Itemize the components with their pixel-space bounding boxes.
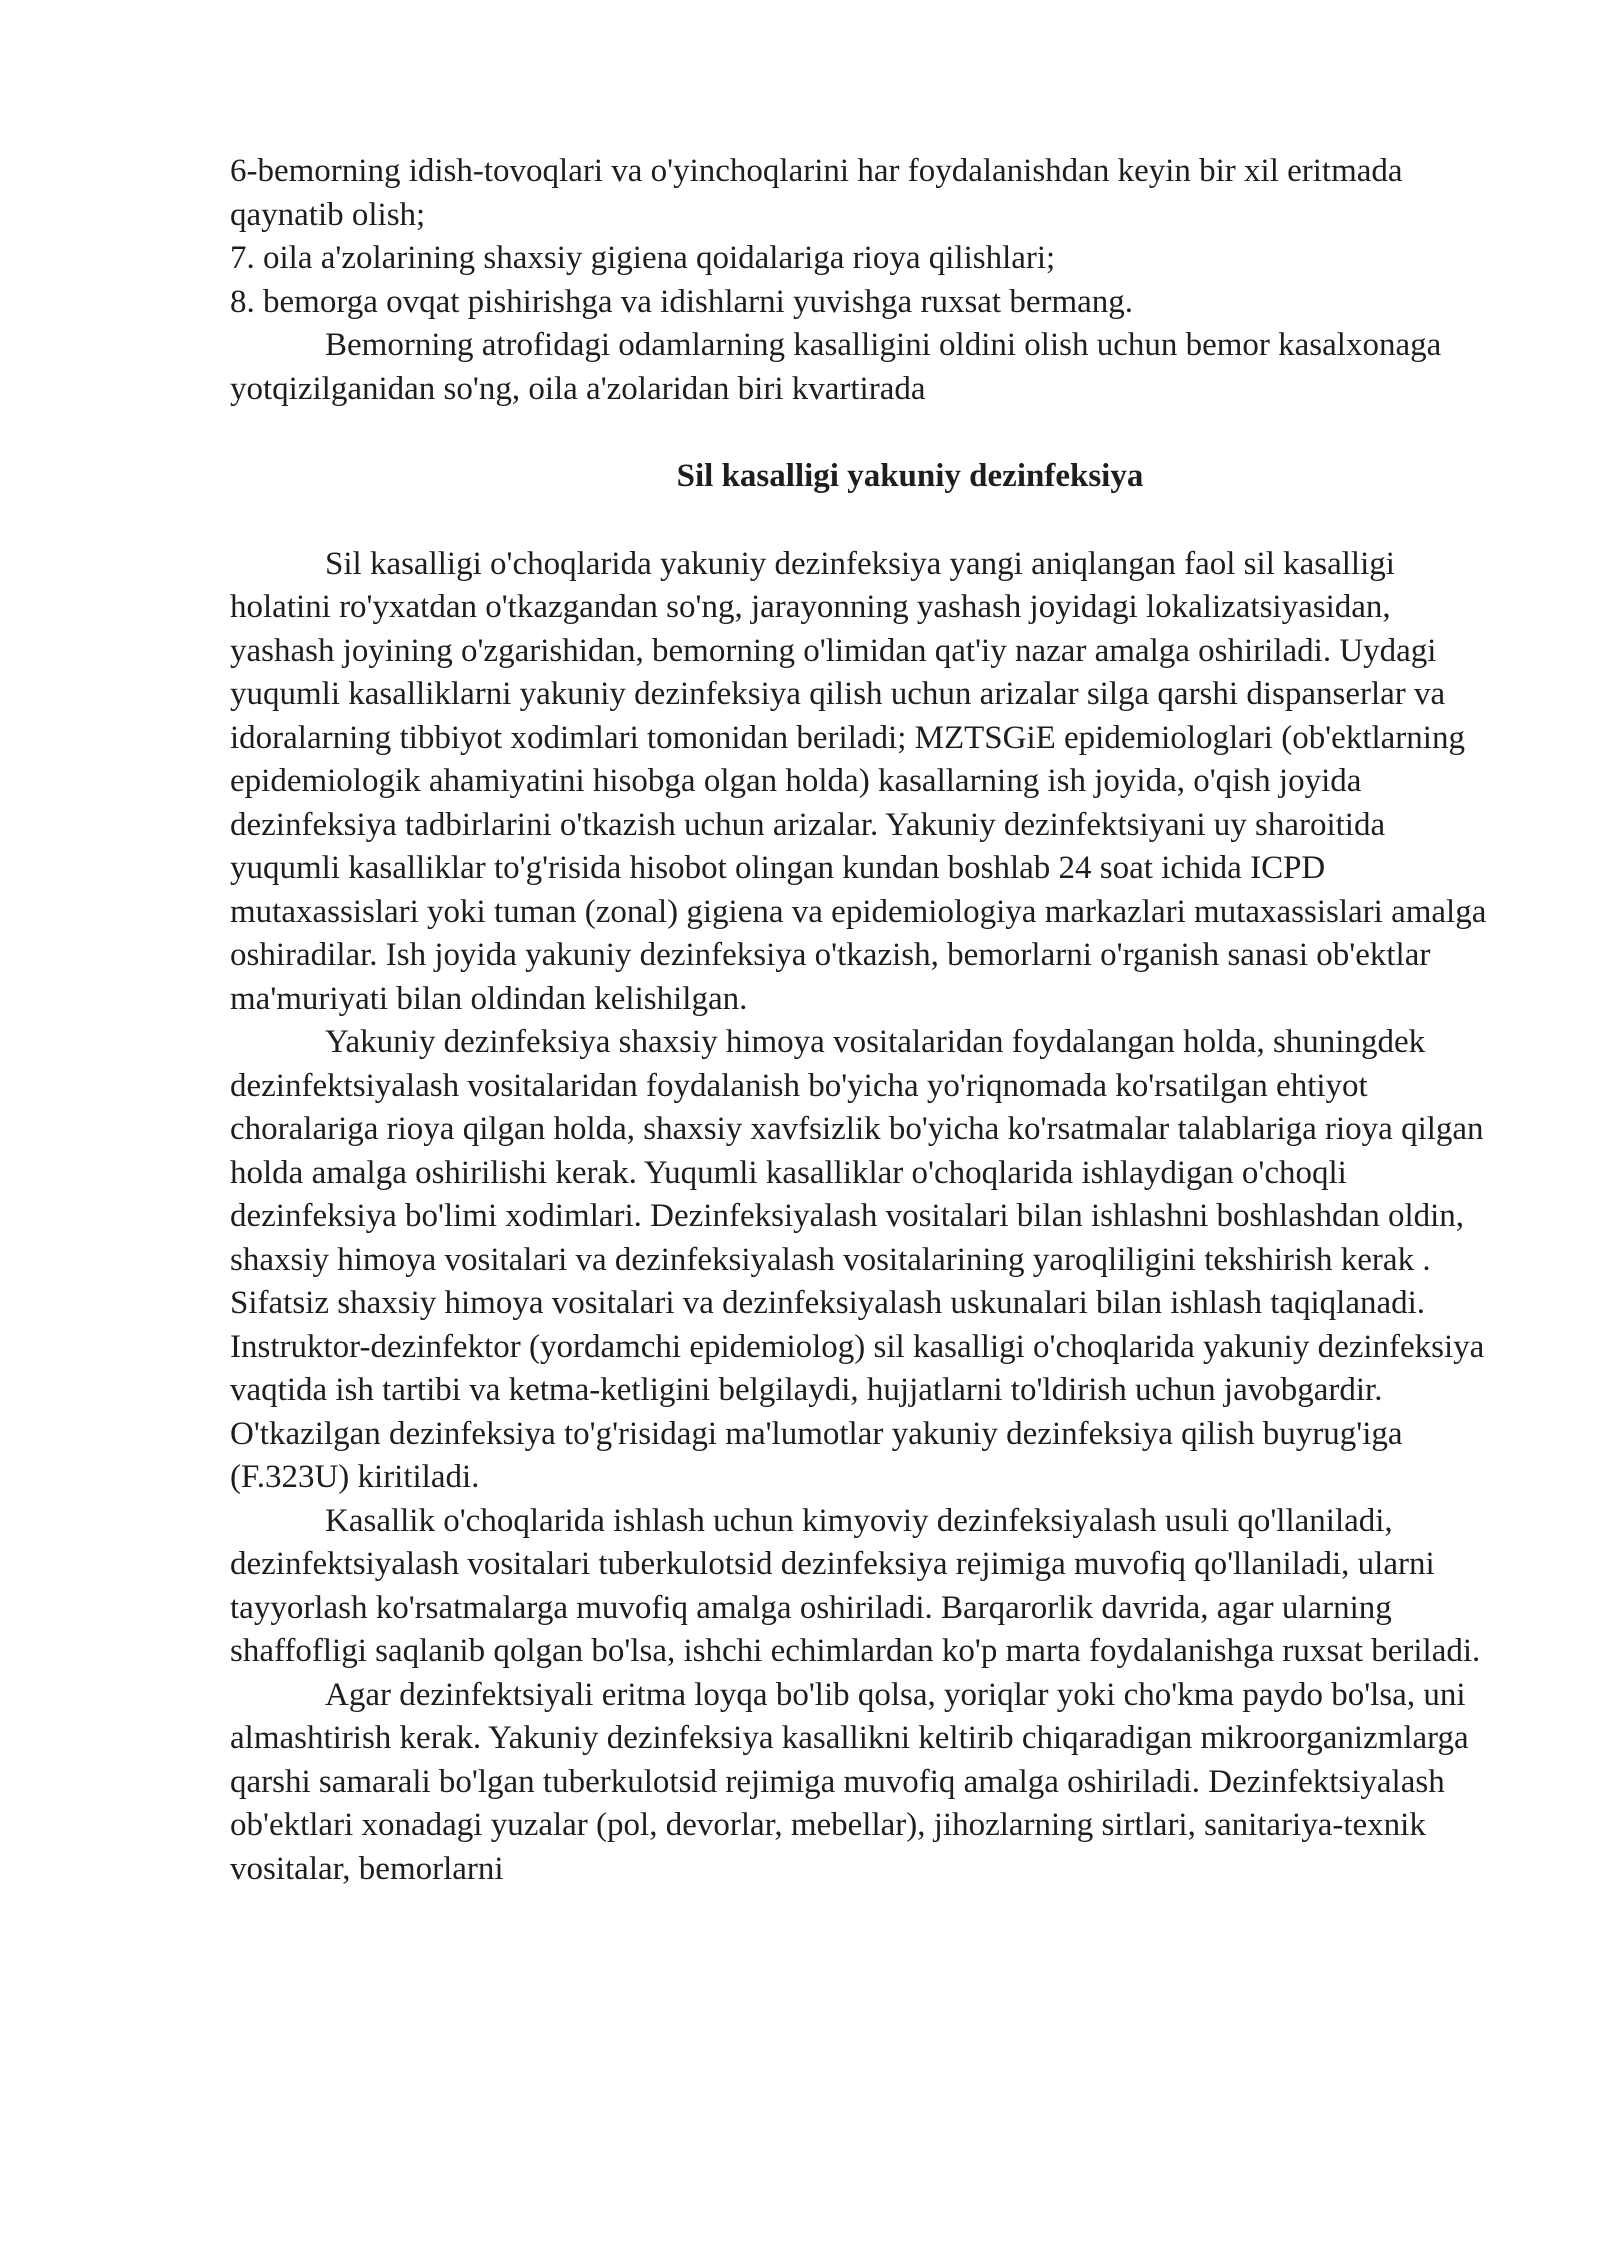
body-paragraph-1: Sil kasalligi o'choqlarida yakuniy dezinfeksiya yangi aniqlangan faol sil kasalligi holatini ro'yxatdan o'tkazgandan so'ng, jarayonning yashash joyidagi lokalizatsiyasidan, yashash joyining o'zgarishidan, bemorning o'limidan qat'iy nazar amalga oshiriladi. Uydagi yuqumli kasalliklarni yakuniy dezinfeksiya qilish uchun arizalar silga qarshi dispanserlar va idoralarning tibbiyot xodimlari tomonidan beriladi; MZTSGiE epidemiologlari (ob'ektlarning epidemiologik ahamiyatini hisobga olgan holda) kasallarning ish joyida, o'qish joyida dezinfeksiya tadbirlarini o'tkazish uchun arizalar. Yakuniy dezinfektsiyani uy sharoitida yuqumli kasalliklar to'g'risida hisobot olingan kundan boshlab 24 soat ichida ICPD mutaxassislari yoki tuman (zonal) gigiena va epidemiologiya markazlari mutaxassislari amalga oshiradilar. Ish joyida yakuniy dezinfeksiya o'tkazish, bemorlarni o'rganish sanasi ob'ektlar ma'muriyati bilan oldindan kelishilgan. [230,545,1487,1017]
body-paragraph-4: Agar dezinfektsiyali eritma loyqa bo'lib qolsa, yoriqlar yoki cho'kma paydo bo'lsa, uni almashtirish kerak. Yakuniy dezinfeksiya kasallikni keltirib chiqaradigan mikroorganizmlarga qarshi samarali bo'lgan tuberkulotsid rejimiga muvofiq amalga oshiriladi. Dezinfektsiyalash ob'ektlari xonadagi yuzalar (pol, devorlar, mebellar), jihozlarning sirtlari, sanitariya-texnik vositalar, bemorlarni [230,1676,1469,1887]
document-body [230,150,1500,1891]
body-paragraph-3: Kasallik o'choqlarida ishlash uchun kimyoviy dezinfeksiyalash usuli qo'llaniladi, dezinfektsiyalash vositalari tuberkulotsid dezinfeksiya rejimiga muvofiq qo'llaniladi, ularni tayyorlash ko'rsatmalarga muvofiq amalga oshiriladi. Barqarorlik davrida, agar ularning shaffofligi saqlanib qolgan bo'lsa, ishchi echimlardan ko'p marta foydalanishga ruxsat beriladi. [230,1502,1481,1669]
body-paragraph-2: Yakuniy dezinfeksiya shaxsiy himoya vositalaridan foydalangan holda, shuningdek dezinfektsiyalash vositalaridan foydalanish bo'yicha yo'riqnomada ko'rsatilgan ehtiyot choralariga rioya qilgan holda, shaxsiy xavfsizlik bo'yicha ko'rsatmalar talablariga rioya qilgan holda amalga oshirilishi kerak. Yuqumli kasalliklar o'choqlarida ishlaydigan o'choqli dezinfeksiya bo'limi xodimlari. Dezinfeksiyalash vositalari bilan ishlashni boshlashdan oldin, shaxsiy himoya vositalari va dezinfeksiyalash vositalarining yaroqliligini tekshirish kerak . Sifatsiz shaxsiy himoya vositalari va dezinfeksiyalash uskunalari bilan ishlash taqiqlanadi. Instruktor-dezinfektor (yordamchi epidemiolog) sil kasalligi o'choqlarida yakuniy dezinfeksiya vaqtida ish tartibi va ketma-ketligini belgilaydi, hujjatlarni to'ldirish uchun javobgardir. O'tkazilgan dezinfeksiya to'g'risidagi ma'lumotlar yakuniy dezinfeksiya qilish buyrug'iga (F.323U) kiritiladi. [230,1024,1485,1495]
list-item-6: 6-bemorning idish-tovoqlari va o'yinchoqlarini har foydalanishdan keyin bir xil eritmada qaynatib olish; [230,153,1403,233]
intro-paragraph: Bemorning atrofidagi odamlarning kasalligini oldini olish uchun bemor kasalxonaga yotqizilganidan so'ng, oila a'zolaridan biri kvartirada [230,327,1442,407]
list-item-7: 7. oila a'zolarining shaxsiy gigiena qoidalariga rioya qilishlari; [230,240,1056,276]
list-item-8: 8. bemorga ovqat pishirishga va idishlarni yuvishga ruxsat bermang. [230,283,1134,320]
section-heading: Sil kasalligi yakuniy dezinfeksiya [676,458,1144,494]
